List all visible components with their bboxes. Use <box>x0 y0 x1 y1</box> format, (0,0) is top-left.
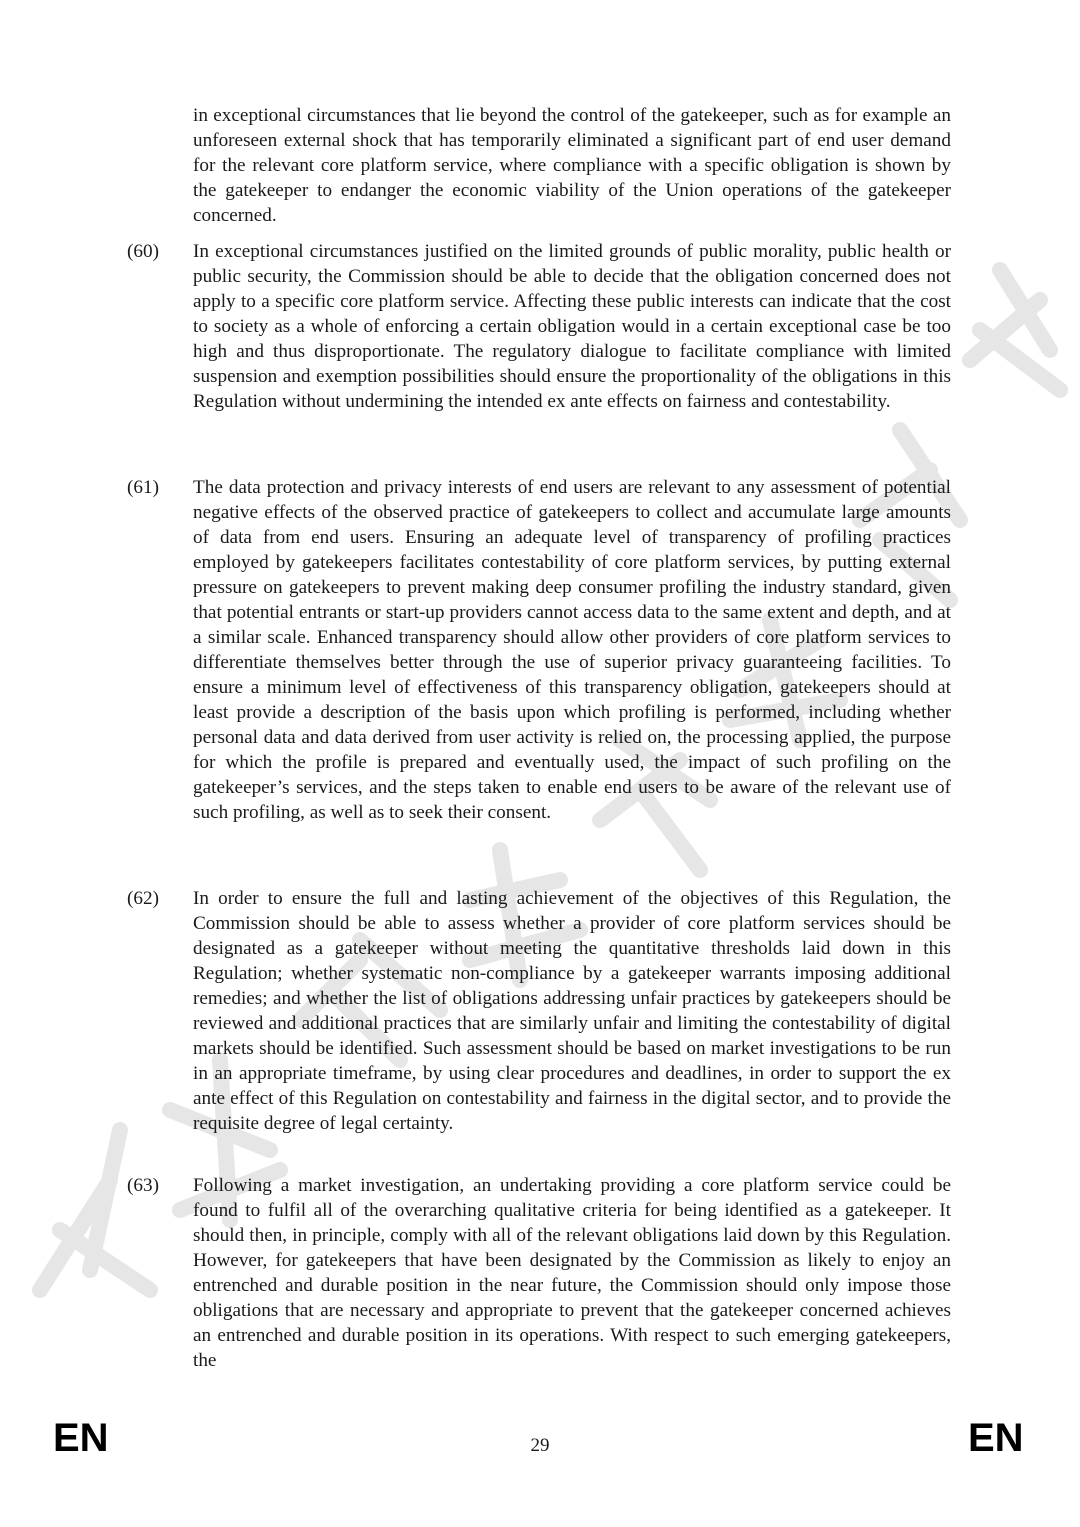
recital-number-60: (60) <box>127 241 159 262</box>
recital-number-62: (62) <box>127 888 159 909</box>
recital-text-63: Following a market investigation, an undertaking providing a core platform service could be found to fulfil all of the overarching qualitative criteria for being identified as a gatekeeper. It should then, in principle, comply with all of the relevant obligations laid down by this Regulation. However, for gatekeepers that have been designated by the Commission as likely to enjoy an entrenched and durable position in the near future, the Commission should only impose those obligations that are necessary and appropriate to prevent that the gatekeeper concerned achieves an entrenched and durable position in its operations. With respect to such emerging gatekeepers, the <box>193 1175 951 1371</box>
recital-text-61: The data protection and privacy interests of end users are relevant to any assessment of potential negative effects of the observed practice of gatekeepers to collect and accumulate large amounts of data from end users. Ensuring an adequate level of transparency of profiling practices employed by gatekeepers facilitates contestability of core platform services, by putting external pressure on gatekeepers to prevent making deep consumer profiling the industry standard, given that potential entrants or start-up providers cannot access data to the same extent and depth, and at a similar scale. Enhanced transparency should allow other providers of core platform services to differentiate themselves better through the use of superior privacy guaranteeing facilities. To ensure a minimum level of effectiveness of this transparency obligation, gatekeepers should at least provide a description of the basis upon which profiling is performed, including whether personal data and data derived from user activity is relied on, the processing applied, the purpose for which the profile is prepared and eventually used, the impact of such profiling on the gatekeeper’s services, and the steps taken to enable end users to be aware of the relevant use of such profiling, as well as to seek their consent. <box>193 477 951 823</box>
recital-number-63: (63) <box>127 1175 159 1196</box>
language-code-left: EN <box>53 1416 109 1460</box>
recital-text-60: In exceptional circumstances justified on the limited grounds of public morality, public health or public security, the Commission should be able to decide that the obligation concerned does not apply to a specific core platform service. Affecting these public interests can indicate that the cost to society as a whole of enforcing a certain obligation would in a certain exceptional case be too high and thus disproportionate. The regulatory dialogue to facilitate compliance with limited suspension and exemption possibilities should ensure the proportionality of the obligations in this Regulation without undermining the intended ex ante effects on fairness and contestability. <box>193 241 951 412</box>
language-code-right: EN <box>968 1416 1024 1460</box>
page-number: 29 <box>530 1435 550 1456</box>
recital-text-62: In order to ensure the full and lasting achievement of the objectives of this Regulation, the Commission should be able to assess whether a provider of core platform services should be designated as a gatekeeper without meeting the quantitative thresholds laid down in this Regulation; whether systematic non-compliance by a gatekeeper warrants imposing additional remedies; and whether the list of obligations addressing unfair practices by gatekeepers should be reviewed and additional practices that are similarly unfair and limiting the contestability of digital markets should be identified. Such assessment should be based on market investigations to be run in an appropriate timeframe, by using clear procedures and deadlines, in order to support the ex ante effect of this Regulation on contestability and fairness in the digital sector, and to provide the requisite degree of legal certainty. <box>193 888 951 1134</box>
recital-number-61: (61) <box>127 477 159 498</box>
continued-paragraph: in exceptional circumstances that lie beyond the control of the gatekeeper, such as for example an unforeseen external shock that has temporarily eliminated a significant part of end user demand for the relevant core platform service, where compliance with a specific obligation is shown by the gatekeeper to endanger the economic viability of the Union operations of the gatekeeper concerned. <box>193 105 951 226</box>
